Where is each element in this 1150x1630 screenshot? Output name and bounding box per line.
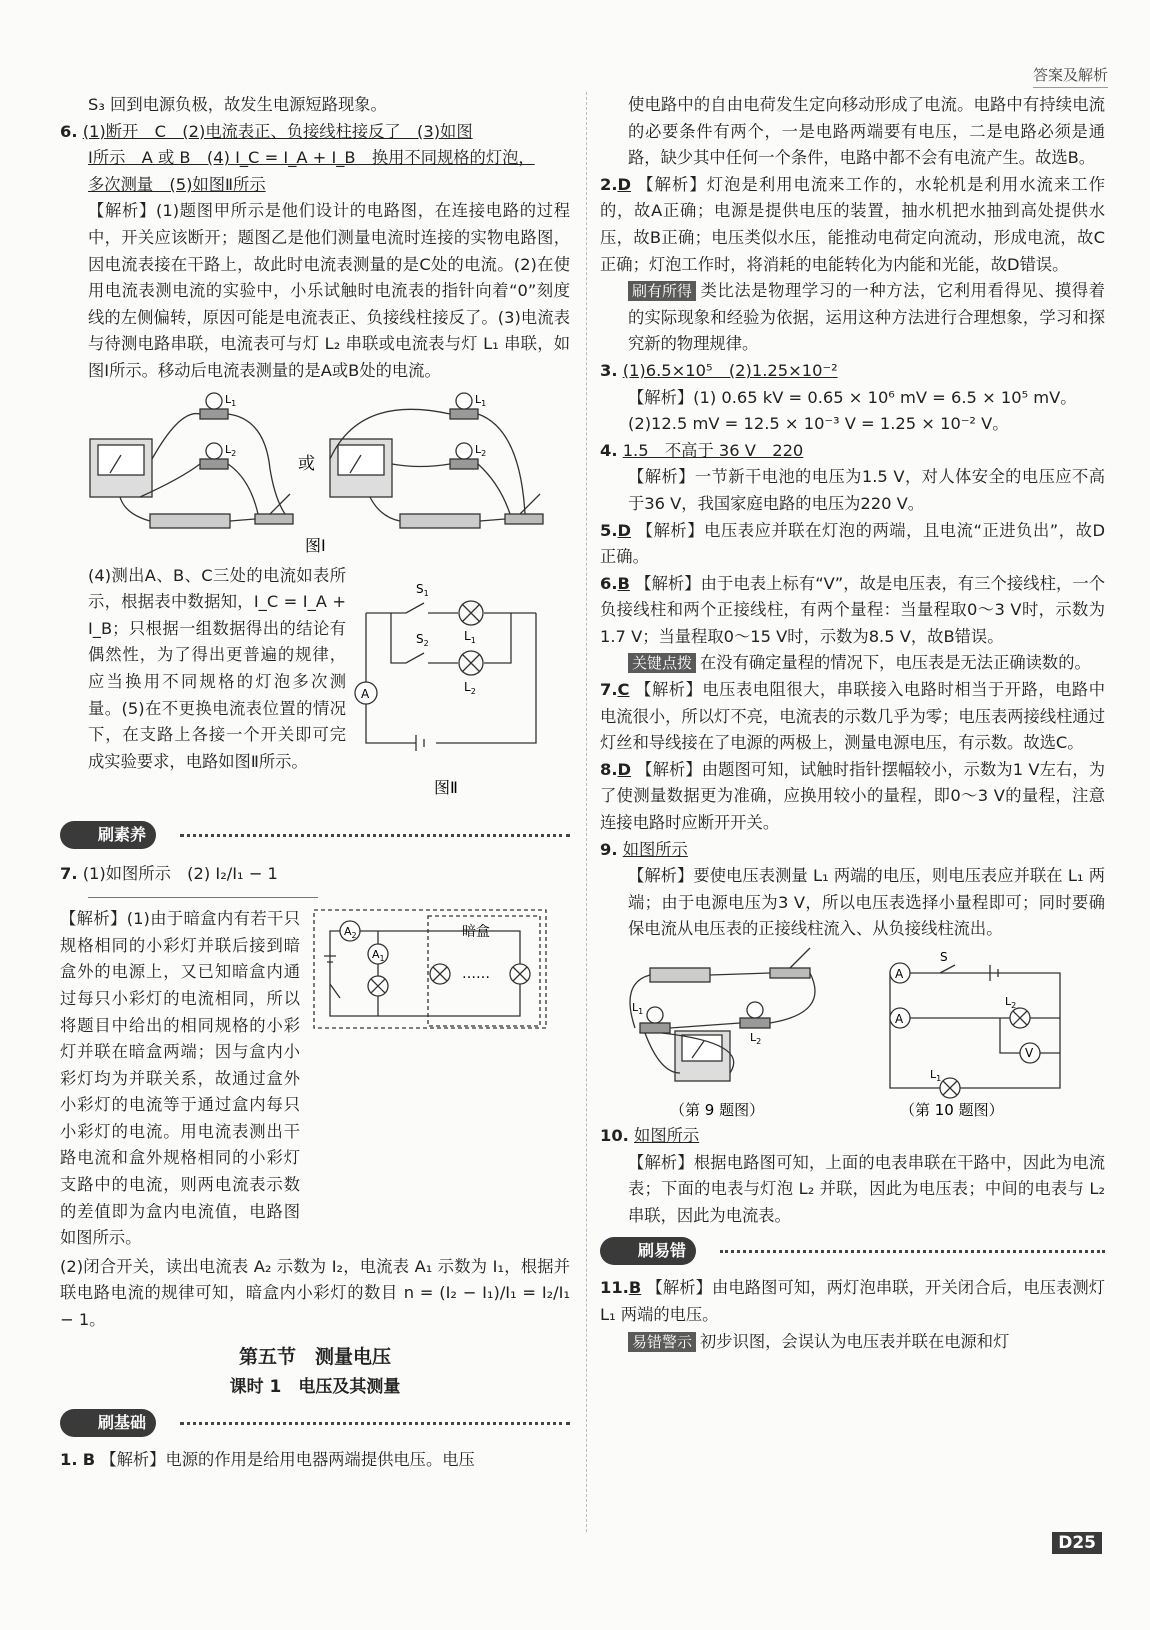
bulb-icon	[206, 393, 222, 409]
section-banner	[600, 1235, 1105, 1269]
or-label: 或	[298, 453, 315, 474]
tip-tag: 易错警示	[628, 1332, 696, 1352]
circuit-diagram-q7	[310, 906, 550, 1036]
paragraph: S₃ 回到电源负极，故发生电源短路现象。	[88, 95, 387, 114]
section-banner	[60, 1407, 570, 1441]
right-column	[600, 92, 1105, 1355]
svg-text:A: A	[895, 1012, 904, 1026]
explanation-text: 【解析】由题图可知，试触时指针摆幅较小，示数为1 V左右，为了使测量数据更为准确，应换用较小的量程，即0～3 V的量程，注意连接电路时应断开开关。	[600, 759, 1105, 833]
svg-text:L2: $L_2$	[225, 442, 237, 458]
explanation-text: 【解析】电源的作用是给用电器两端提供电压。电压	[100, 1449, 475, 1469]
answer-letter: D	[617, 174, 632, 194]
q7-block	[600, 677, 1105, 757]
svg-text:A1: $A_1$	[372, 948, 385, 964]
q2-block	[600, 172, 1105, 278]
answer-letter: B	[628, 1278, 642, 1298]
banner-label: 刷基础	[60, 1409, 156, 1437]
q7-explanation-2: (2)闭合开关，读出电流表 A₂ 示数为 I₂，电流表 A₁ 示数为 I₁，根据并联电路电流的规律可知，暗盒内小彩灯的数目 n = (I₂ − I₁)/I₁ = I₂/I₁ − 1。	[60, 1256, 570, 1330]
answer-text: 1.5 不高于 36 V 220	[622, 440, 804, 460]
q8-block	[600, 757, 1105, 837]
answer-letter: C	[617, 680, 630, 700]
answer-line: (1)断开 C (2)电流表正、负接线柱接反了 (3)如图	[82, 121, 473, 141]
svg-text:L1: $L_1$	[930, 1068, 942, 1083]
explanation-text: 【解析】电压表应并联在灯泡的两端，且电流“正进负出”，故D正确。	[600, 520, 1105, 567]
figure-caption: （第 10 题图）	[900, 1101, 1004, 1119]
tip-tag: 刷有所得	[628, 281, 696, 301]
question-number: 7.	[600, 680, 618, 700]
answer-letter: B	[617, 573, 630, 593]
banner-dots	[720, 1250, 1105, 1253]
svg-text:A: A	[895, 967, 904, 981]
figure-2	[346, 563, 566, 813]
tip-text: 类比法是物理学习的一种方法，它利用看得见、摸得着的实际现象和经验为依据，运用这种方法进行合理想象，学习和探究新的物理规律。	[628, 281, 1105, 354]
tip-text: 在没有确定量程的情况下，电压表是无法正确读数的。	[700, 653, 1091, 673]
q10-block	[600, 1123, 1105, 1150]
answer-text: 如图所示	[622, 839, 688, 859]
question-number: 8.	[600, 759, 618, 779]
explanation: (2)12.5 mV = 12.5 × 10⁻³ V = 1.25 × 10⁻² V。	[628, 414, 1009, 434]
svg-text:L1: $L_1$	[632, 1001, 644, 1016]
q5-block	[600, 518, 1105, 571]
page-number: D25	[1052, 1532, 1102, 1554]
answer-line-text: 多次测量 (5)如图Ⅱ所示	[88, 174, 266, 194]
box-label: 暗盒	[462, 924, 490, 941]
question-number: 6.	[60, 121, 78, 141]
explanation: 【解析】(1) 0.65 kV = 0.65 × 10⁶ mV = 6.5 × 10⁵ mV。	[628, 387, 1077, 407]
question-number: 10.	[600, 1126, 629, 1145]
explanation: 【解析】根据电路图可知，上面的电表串联在干路中，因此为电流表；下面的电表与灯泡 L₂ 并联，因此为电压表；中间的电表与 L₂ 串联，因此为电流表。	[628, 1152, 1105, 1225]
svg-text:L2: $L_2$	[1005, 995, 1017, 1010]
question-number: 7.	[60, 863, 78, 883]
switch-icon	[255, 514, 293, 524]
answer-underline	[88, 897, 318, 898]
battery-icon	[150, 514, 230, 528]
svg-text:L2: $L_2$	[464, 679, 476, 696]
question-number: 5.	[600, 520, 618, 540]
svg-text:S1: $S_1$	[416, 581, 429, 598]
svg-text:S: S	[940, 950, 948, 964]
question-number: 2.	[600, 174, 618, 194]
lesson-title: 课时 1 电压及其测量	[229, 1377, 401, 1398]
tip-tag: 关键点拨	[628, 653, 696, 673]
answer-text: 如图所示	[634, 1126, 700, 1145]
answer-letter: B	[82, 1449, 96, 1469]
tip-text: 初步识图，会误认为电压表并联在电源和灯	[700, 1331, 1010, 1351]
circuit-diagrams-q9-q10	[600, 943, 1105, 1123]
svg-text:L1: $L_1$	[464, 628, 476, 645]
figure-caption: （第 9 题图）	[670, 1101, 765, 1119]
tip-block	[600, 650, 1105, 677]
answer-text: (1)如图所示 (2) I₂/I₁ − 1	[82, 863, 278, 883]
column-divider	[586, 92, 587, 1532]
question-number: 9.	[600, 839, 618, 859]
q6-part4-block	[60, 563, 570, 813]
svg-text:A2: $A_2$	[344, 925, 357, 941]
question-number: 1.	[60, 1449, 78, 1469]
question-number: 11.	[600, 1278, 629, 1298]
figure-1	[80, 389, 570, 559]
banner-dots	[180, 834, 570, 837]
q6-block	[600, 571, 1105, 651]
tip-block	[600, 278, 1105, 358]
answer-letter: D	[617, 759, 632, 779]
figure-caption: 图Ⅱ	[434, 777, 458, 797]
svg-text:L2: $L_2$	[475, 442, 487, 458]
q7-block	[60, 906, 570, 1252]
section-banner	[60, 819, 570, 853]
question-number: 6.	[600, 573, 618, 593]
tip-block	[600, 1329, 1105, 1356]
dark-box-circuit	[310, 906, 550, 1036]
answer-letter: D	[617, 520, 632, 540]
question-number: 4.	[600, 440, 618, 460]
question-number: 3.	[600, 360, 618, 380]
svg-text:L1: $L_1$	[225, 392, 237, 408]
banner-dots	[180, 1422, 570, 1425]
bulb-socket-icon	[200, 409, 228, 419]
svg-text:S2: $S_2$	[416, 631, 429, 648]
q9-block	[600, 837, 1105, 864]
q4-block	[600, 438, 1105, 465]
paragraph: 使电路中的自由电荷发生定向移动形成了电流。电路中有持续电流的必要条件有两个，一是电路两端要有电压，二是电路必须是通路，缺少其中任何一个条件，电路中都不会有电流产生。故选B。	[628, 95, 1105, 168]
box-dots: ……	[462, 966, 490, 983]
explanation: 【解析】一节新干电池的电压为1.5 V，对人体安全的电压应不高于36 V，我国家庭电路的电压为220 V。	[628, 467, 1105, 513]
figure-caption: 图Ⅰ	[305, 535, 326, 555]
page-header: 答案及解析	[1033, 64, 1108, 88]
explanation-text: 【解析】由电路图可知，两灯泡串联，开关闭合后，电压表测灯 L₁ 两端的电压。	[600, 1278, 1105, 1324]
svg-text:V: V	[1025, 1046, 1034, 1060]
banner-label: 刷易错	[600, 1237, 696, 1265]
q1-answer	[60, 1447, 570, 1474]
circuit-diagram-figure-1	[80, 389, 560, 559]
q6-explanation-2: (4)测出A、B、C三处的电流如表所示，根据表中数据知，I_C = I_A + I_B；只根据一组数据得出的结论有偶然性，为了得出更普遍的规律，应当换用不同规格的灯泡多次测量。(5)在不更换电流表位置的情况下，在支路上各接一个开关即可完成实验要求，电路如图Ⅱ所示。	[88, 565, 346, 771]
explanation-text: 【解析】由于电表上标有“V”，故是电压表，有三个接线柱，一个负接线柱和两个正接线柱，有两个量程：当量程取0～3 V时，示数为1.7 V；当量程取0～15 V时，示数为8.5 V，故B错误。	[600, 573, 1105, 646]
q3-block	[600, 358, 1105, 385]
section-title: 第五节 测量电压	[238, 1345, 391, 1368]
explanation-text: 【解析】(1)由于暗盒内有若干只规格相同的小彩灯并联后接到暗盒外的电源上，又已知暗盒内通过每只小彩灯的电流相同，所以将题目中给出的相同规格的小彩灯并联在暗盒两端；因与盒内小彩灯均为并联关系，故通过盒外小彩灯的电流等于通过盒内每只小彩灯的电流。用电流表测出干路电流和盒外规格相同的小彩灯支路中的电流，则两电流表示数的差值即为盒内电流值，电路图如图所示。	[60, 909, 300, 1248]
explanation-text: 【解析】灯泡是利用电流来工作的，水轮机是利用水流来工作的，故A正确；电源是提供电压的装置，抽水机把水抽到高处提供水压，故B正确；电压类似水压，能推动电荷定向流动，形成电流，故C正确；灯泡工作时，将消耗的电能转化为内能和光能，故D错误。	[600, 174, 1105, 274]
q6-explanation: 【解析】(1)题图甲所示是他们设计的电路图，在连接电路的过程中，开关应该断开；题图乙是他们测量电流时连接的实物电路图，因电流表接在干路上，故此时电流表测量的是C处的电流。(2)在使用电流表测电流的实验中，小乐试触时电流表的指针向着“0”刻度线的左侧偏转，原因可能是电流表正、负接线柱接反了。(3)电流表与待测电路串联，电流表可与灯 L₂ 串联或电流表与灯 L₁ 串联，如图Ⅰ所示。移动后电流表测量的是A或B处的电流。	[88, 201, 570, 380]
answer-text: (1)6.5×10⁵ (2)1.25×10⁻²	[622, 360, 838, 380]
left-column	[60, 92, 570, 1473]
q7-explanation-start	[60, 906, 300, 1252]
q6-answer	[60, 119, 570, 146]
circuit-diagram-figure-2	[346, 563, 566, 813]
svg-text:A: A	[361, 686, 370, 701]
explanation-text: 【解析】电压表电阻很大，串联接入电路时相当于开路，电路中电流很小，所以灯不亮，电流表的示数几乎为零；电压表两接线柱通过灯丝和导线接在了电源的两极上，测量电源电压，有示数。故选C。	[600, 680, 1105, 753]
q11-block	[600, 1275, 1105, 1328]
q7-answer	[60, 861, 570, 888]
banner-label: 刷素养	[60, 821, 156, 849]
answer-line: Ⅰ所示 A 或 B (4) I_C = I_A + I_B 换用不同规格的灯泡，	[88, 148, 535, 168]
svg-text:L1: $L_1$	[475, 392, 487, 408]
svg-text:L2: $L_2$	[750, 1031, 762, 1046]
figures-9-10	[600, 943, 1105, 1123]
answer-line	[60, 172, 570, 199]
explanation: 【解析】要使电压表测量 L₁ 两端的电压，则电压表应并联在 L₁ 两端；由于电源电压为3 V，所以电压表选择小量程即可；同时要确保电流从电压表的正接线柱流入、从负接线柱流出。	[628, 866, 1105, 939]
